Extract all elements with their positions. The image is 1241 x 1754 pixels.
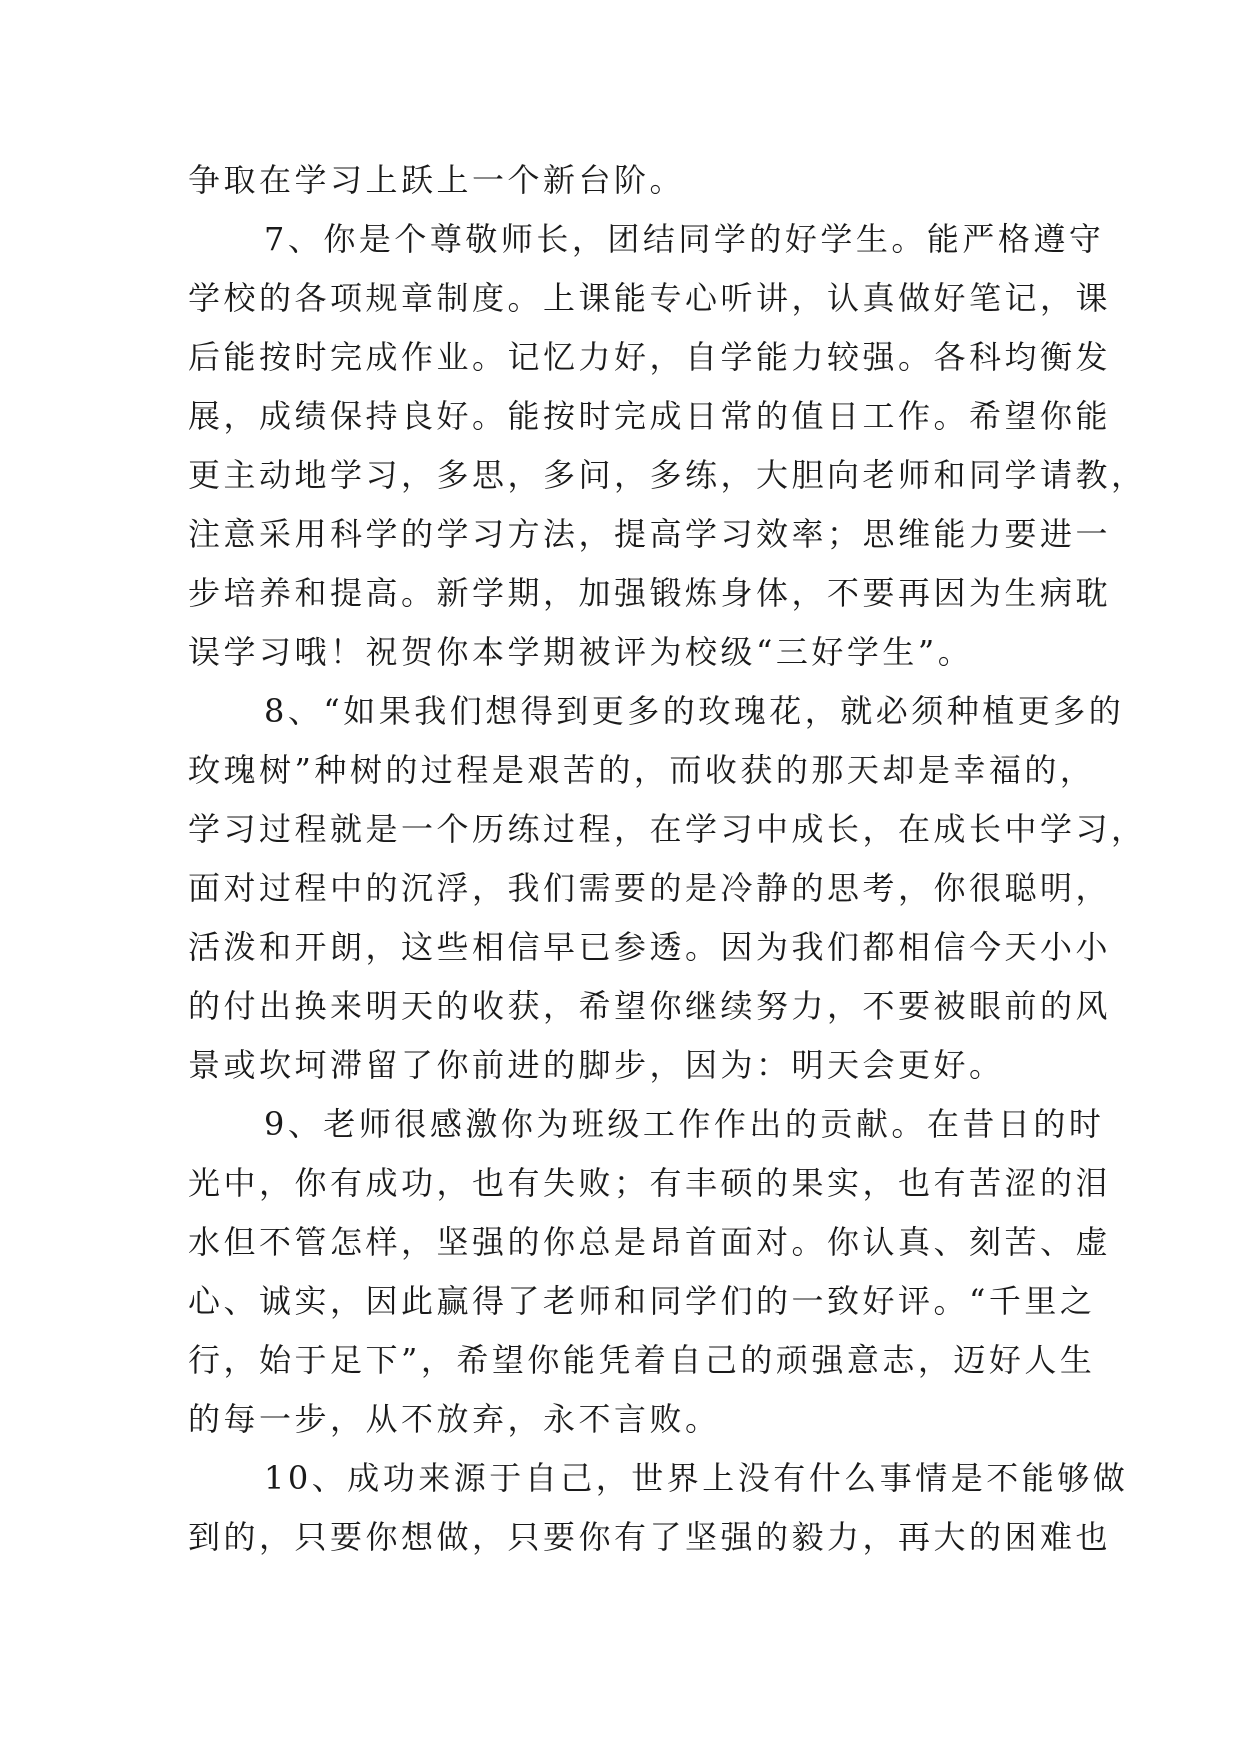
text-line: 学校的各项规章制度。上课能专心听讲，认真做好笔记，课 bbox=[188, 279, 1112, 317]
paragraph-first-line: 9、老师很感激你为班级工作作出的贡献。在昔日的时 bbox=[264, 1105, 1105, 1143]
text-line: 步培养和提高。新学期，加强锻炼身体，不要再因为生病耽 bbox=[188, 574, 1112, 612]
text-line: 心、诚实，因此赢得了老师和同学们的一致好评。“千里之 bbox=[188, 1282, 1096, 1320]
text-line: 的每一步，从不放弃，永不言败。 bbox=[188, 1400, 721, 1438]
text-line: 行，始于足下”，希望你能凭着自己的顽强意志，迈好人生 bbox=[188, 1341, 1096, 1379]
document-body bbox=[188, 151, 1147, 1567]
paragraph-first-line: 8、“如果我们想得到更多的玫瑰花，就必须种植更多的 bbox=[264, 692, 1125, 730]
text-line: 注意采用科学的学习方法，提高学习效率；思维能力要进一 bbox=[188, 515, 1112, 553]
text-line: 活泼和开朗，这些相信早已参透。因为我们都相信今天小小 bbox=[188, 928, 1112, 966]
text-line: 后能按时完成作业。记忆力好，自学能力较强。各科均衡发 bbox=[188, 338, 1112, 376]
text-line: 光中，你有成功，也有失败；有丰硕的果实，也有苦涩的泪 bbox=[188, 1164, 1112, 1202]
paragraph-first-line: 10、成功来源于自己，世界上没有什么事情是不能够做 bbox=[264, 1459, 1129, 1497]
text-line: 误学习哦！祝贺你本学期被评为校级“三好学生”。 bbox=[188, 633, 974, 671]
text-line: 学习过程就是一个历练过程，在学习中成长，在成长中学习， bbox=[188, 810, 1147, 848]
text-line: 水但不管怎样，坚强的你总是昂首面对。你认真、刻苦、虚 bbox=[188, 1223, 1112, 1261]
text-line: 争取在学习上跃上一个新台阶。 bbox=[188, 161, 686, 199]
text-line: 玫瑰树”种树的过程是艰苦的，而收获的那天却是幸福的， bbox=[188, 751, 1096, 789]
paragraph-first-line: 7、你是个尊敬师长，团结同学的好学生。能严格遵守 bbox=[264, 220, 1105, 258]
text-line: 的付出换来明天的收获，希望你继续努力，不要被眼前的风 bbox=[188, 987, 1112, 1025]
text-line: 景或坎坷滞留了你前进的脚步，因为：明天会更好。 bbox=[188, 1046, 1005, 1084]
text-line: 面对过程中的沉浮，我们需要的是冷静的思考，你很聪明， bbox=[188, 869, 1112, 907]
text-line: 展，成绩保持良好。能按时完成日常的值日工作。希望你能 bbox=[188, 397, 1112, 435]
text-line: 更主动地学习，多思，多问，多练，大胆向老师和同学请教， bbox=[188, 456, 1147, 494]
text-line: 到的，只要你想做，只要你有了坚强的毅力，再大的困难也 bbox=[188, 1518, 1112, 1556]
